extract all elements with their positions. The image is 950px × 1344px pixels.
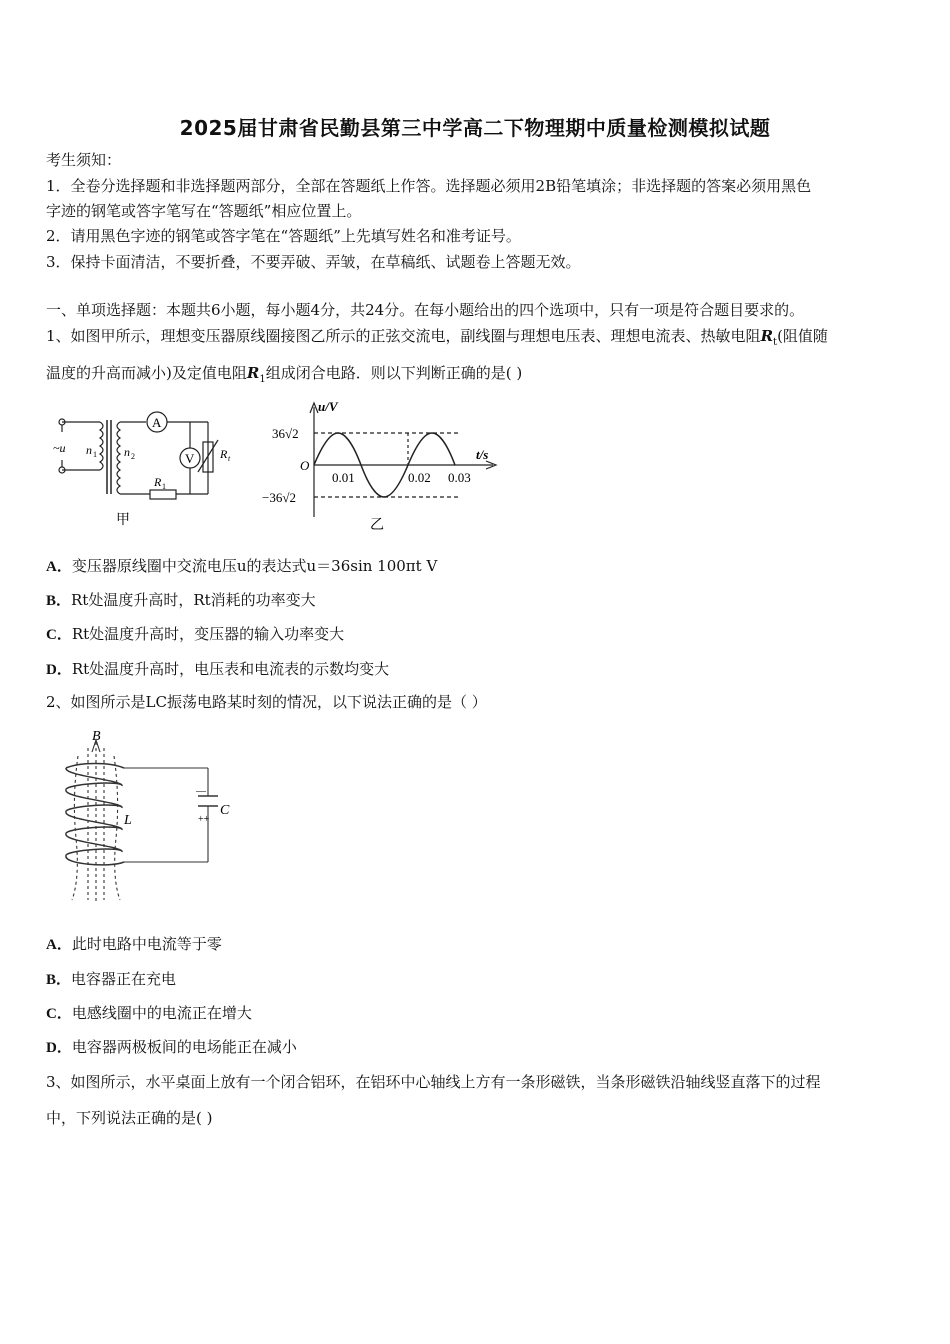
option-letter: B． [46,593,72,609]
notice-item-1: 1．全卷分选择题和非选择题两部分，全部在答题纸上作答。选择题必须用2B铅笔填涂；非选择题的答案必须用黑色 [46,177,812,195]
option-letter: D． [46,1040,72,1056]
rt-label: R [220,447,228,461]
notice-item-2: 2．请用黑色字迹的钢笔或答字笔在“答题纸”上先填写姓名和准考证号。 [46,227,521,245]
q2-option-d [46,1037,908,1058]
option-text: 变压器原线圈中交流电压u的表达式u＝36sin 100πt V [71,557,438,575]
figure-yi-graph [258,395,503,535]
n1-label: n [86,443,92,457]
ammeter-label: A [152,415,162,430]
figure-lc-circuit [50,728,250,908]
r1-sub: 1 [162,482,166,491]
rt-subscript: t [773,337,778,348]
primary-coil [100,422,103,470]
b-label: B [92,729,101,744]
voltmeter-label: V [185,451,195,466]
notice-item-1-cont: 字迹的钢笔或答字笔写在“答题纸”相应位置上。 [46,202,362,220]
notice-heading: 考生须知： [46,151,122,169]
option-letter: A． [46,559,72,575]
r1-subscript: 1 [259,374,266,385]
r1-label: R [154,475,162,489]
caption-yi: 乙 [370,518,384,533]
option-text: Rt处温度升高时，电压表和电流表的示数均变大 [71,660,390,678]
option-text: 电感线圈中的电流正在增大 [71,1004,252,1022]
option-letter: A． [46,937,72,953]
x-axis-label: t/s [476,447,489,462]
q1-option-a [46,556,908,577]
tick-002: 0.02 [408,470,431,485]
page-title: 2025届甘肃省民勤县第三中学高二下物理期中质量检测模拟试题 [179,116,771,140]
c-label: C [220,803,230,818]
resistor-r1 [150,490,176,499]
q1-option-c [46,624,908,645]
figure-jia-circuit [50,400,245,535]
option-letter: C． [46,627,72,643]
inductor-coil [66,764,124,865]
caption-jia: 甲 [116,513,130,528]
notice-item-3: 3．保持卡面清洁，不要折叠，不要弄破、弄皱，在草稿纸、试题卷上答题无效。 [46,253,581,271]
q3-stem-line1: 3、如图所示，水平桌面上放有一个闭合铝环，在铝环中心轴线上方有一条形磁铁，当条形磁铁沿轴线竖直落下的过程 [46,1073,821,1091]
y-axis-label: u/V [318,399,338,414]
option-text: 电容器正在充电 [71,970,177,988]
q1-stem-text2: 温度的升高而减小)及定值电阻 [46,364,247,382]
source-label: ~u [53,441,66,455]
option-text: 电容器两极板间的电场能正在减小 [71,1038,297,1056]
q1-stem-text2-end: 组成闭合电路．则以下判断正确的是( ) [265,364,523,382]
r1-symbol: R [246,364,260,382]
q2-stem: 2、如图所示是LC振荡电路某时刻的情况，以下说法正确的是（ ） [46,693,487,711]
origin-label: O [300,458,310,473]
q1-stem-text-end: (阻值随 [777,327,828,345]
n2-sub: 2 [131,452,135,461]
field-line [72,756,78,900]
option-letter: B． [46,972,72,988]
tick-001: 0.01 [332,470,355,485]
ymax-label: 36√2 [272,426,299,441]
q1-stem-line2 [46,363,908,390]
secondary-coil [117,422,120,494]
n1-sub: 1 [93,450,97,459]
q1-option-b [46,590,908,611]
q2-option-a [46,934,908,955]
option-letter: C． [46,1006,72,1022]
q1-stem-line1 [46,326,908,353]
rt-symbol: R [760,327,774,345]
q2-option-b [46,969,908,990]
q1-option-d [46,659,908,680]
q3-stem-line2: 中，下列说法正确的是( ) [46,1109,213,1127]
minus-sign: — [196,786,206,797]
option-text: 此时电路中电流等于零 [71,935,222,953]
tick-003: 0.03 [448,470,471,485]
q1-stem-text: 1、如图甲所示，理想变压器原线圈接图乙所示的正弦交流电，副线圈与理想电压表、理想电流表、热敏电阻 [46,327,761,345]
option-letter: D． [46,662,72,678]
ymin-label: −36√2 [262,490,296,505]
plus-sign: ++ [198,814,210,825]
n2-label: n [124,445,130,459]
option-text: Rt处温度升高时，变压器的输入功率变大 [71,625,345,643]
q2-option-c [46,1003,908,1024]
option-text: Rt处温度升高时，Rt消耗的功率变大 [71,591,316,609]
section-heading: 一、单项选择题：本题共6小题，每小题4分，共24分。在每小题给出的四个选项中，只有一项是符合题目要求的。 [46,301,805,319]
l-label: L [124,813,132,828]
rt-sub: t [228,454,231,463]
